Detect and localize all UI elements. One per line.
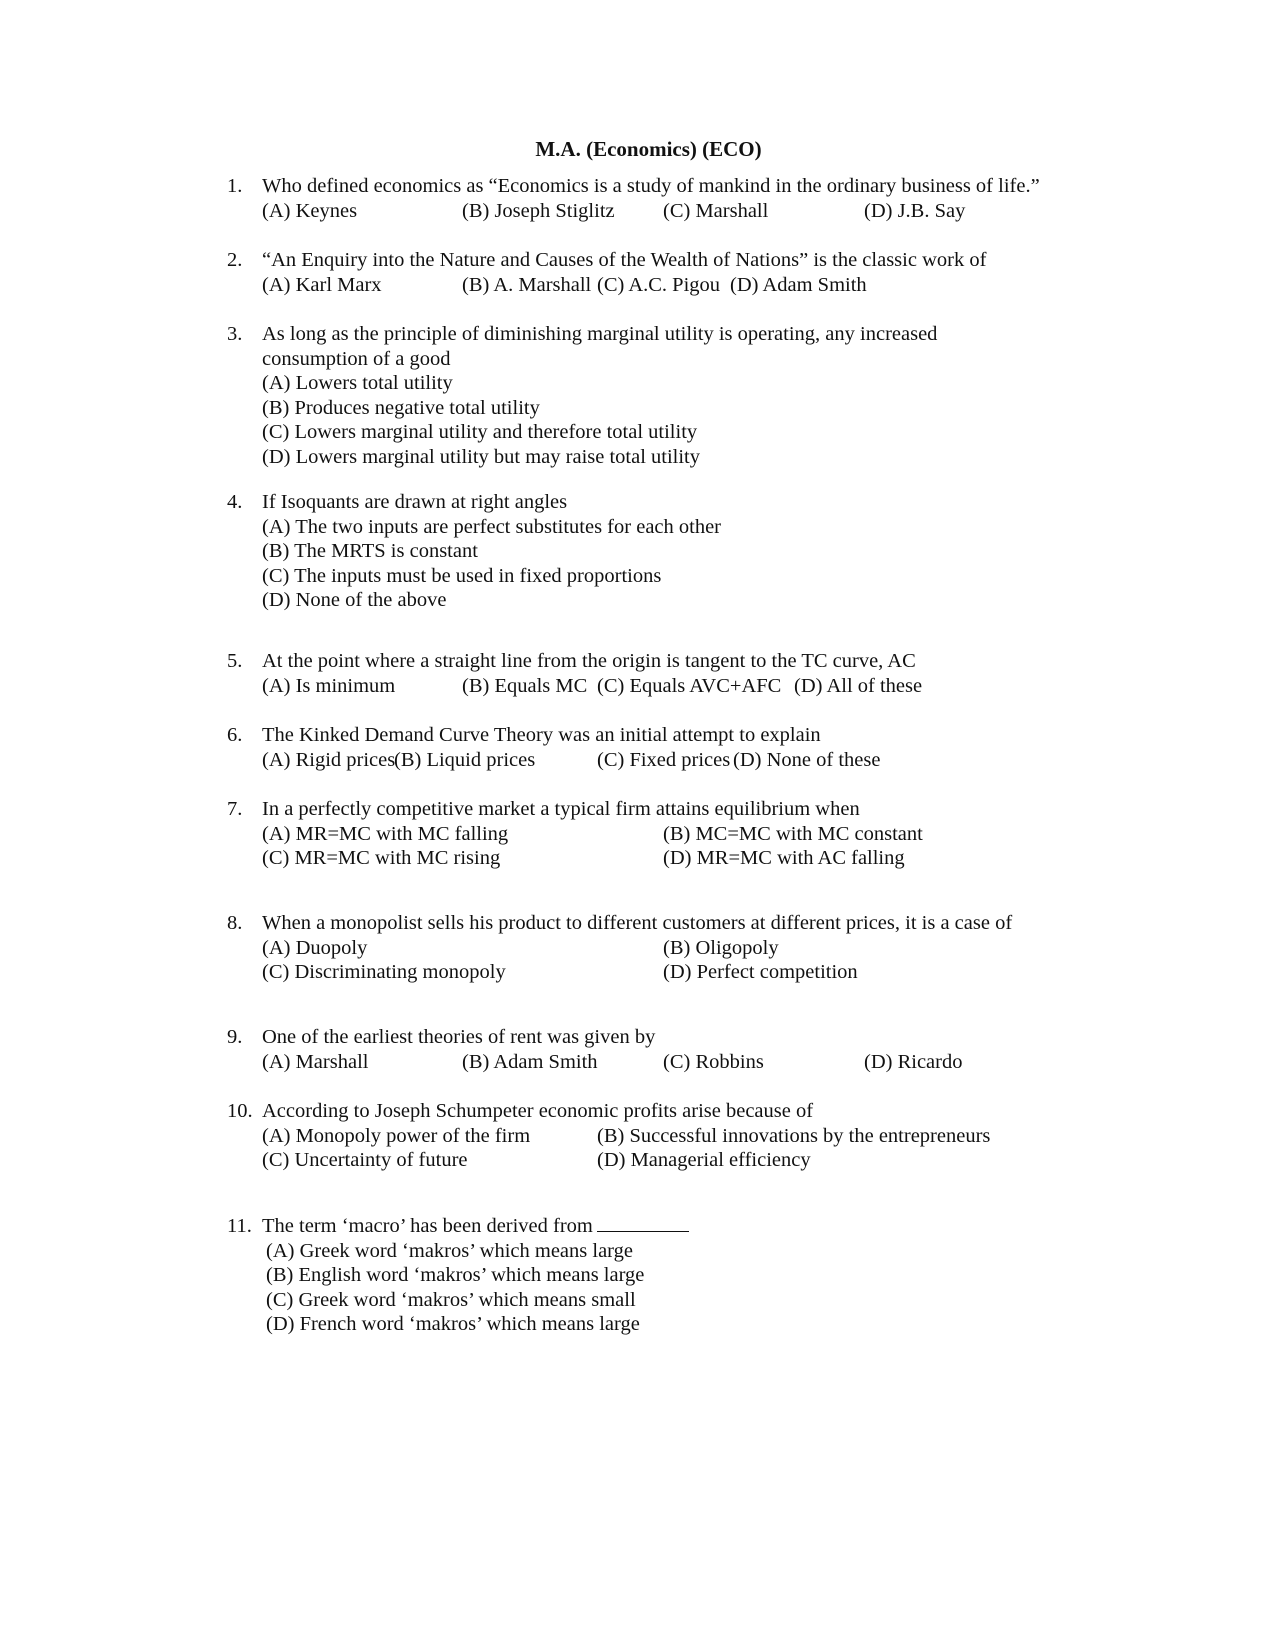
option-d: (D) Lowers marginal utility but may raise total utility [262, 445, 701, 468]
options-row [262, 273, 1087, 298]
question-number: 10. [227, 1100, 253, 1122]
question-text: At the point where a straight line from the origin is tangent to the TC curve, AC [262, 650, 916, 672]
question-text: If Isoquants are drawn at right angles [262, 491, 568, 513]
question-number: 4. [227, 491, 243, 513]
option-b: (B) Produces negative total utility [262, 396, 540, 419]
question-number: 7. [227, 798, 243, 820]
option-b: (B) Liquid prices [394, 748, 536, 771]
question-3 [227, 322, 1027, 469]
option-d: (D) Perfect competition [663, 961, 858, 983]
option-d: (D) Managerial efficiency [597, 1149, 811, 1171]
option-d: (D) None of these [733, 748, 881, 771]
question-10 [227, 1099, 1087, 1173]
question-text: As long as the principle of diminishing marginal utility is operating, any increased consumption of a good [262, 323, 938, 370]
question-text: The Kinked Demand Curve Theory was an initial attempt to explain [262, 724, 821, 746]
option-c: (C) Fixed prices [597, 748, 731, 771]
question-number: 3. [227, 323, 243, 345]
question-number: 11. [227, 1215, 252, 1237]
option-d: (D) All of these [794, 674, 923, 697]
option-c: (C) Discriminating monopoly [262, 961, 506, 983]
option-b: (B) Equals MC [462, 674, 588, 697]
option-c: (C) MR=MC with MC rising [262, 847, 501, 869]
options-row [262, 846, 1087, 871]
options-row [262, 1050, 1087, 1075]
option-a: (A) MR=MC with MC falling [262, 822, 509, 845]
question-1 [227, 174, 1087, 223]
option-d: (D) Adam Smith [730, 273, 867, 296]
question-6 [227, 723, 1087, 772]
question-text: “An Enquiry into the Nature and Causes of the Wealth of Nations” is the classic work of [262, 249, 987, 271]
question-number: 9. [227, 1026, 243, 1048]
option-b: (B) A. Marshall [462, 273, 592, 296]
option-c: (C) Greek word ‘makros’ which means small [266, 1288, 636, 1311]
question-number: 8. [227, 912, 243, 934]
option-a: (A) Duopoly [262, 936, 368, 959]
options-row [262, 960, 1087, 985]
option-c: (C) Equals AVC+AFC [597, 674, 782, 697]
option-d: (D) Ricardo [864, 1050, 963, 1073]
option-a: (A) Monopoly power of the firm [262, 1124, 531, 1147]
question-text: One of the earliest theories of rent was given by [262, 1026, 656, 1048]
option-d: (D) MR=MC with AC falling [663, 847, 905, 869]
question-number: 2. [227, 249, 243, 271]
question-number: 6. [227, 724, 243, 746]
question-number: 5. [227, 650, 243, 672]
option-a: (A) Marshall [262, 1050, 369, 1073]
question-11 [227, 1214, 1087, 1337]
question-5 [227, 649, 1087, 698]
option-b: (B) Successful innovations by the entrepreneurs [597, 1124, 991, 1147]
option-a: (A) The two inputs are perfect substitutes for each other [262, 515, 722, 538]
question-text: Who defined economics as “Economics is a study of mankind in the ordinary business of life.” [262, 175, 1040, 197]
option-b: (B) Adam Smith [462, 1050, 598, 1073]
question-text-line [262, 1214, 1087, 1239]
options-row [262, 822, 1087, 847]
option-c: (C) The inputs must be used in fixed proportions [262, 564, 662, 587]
options-row [262, 1148, 1087, 1173]
options-row [262, 1124, 1087, 1149]
options-row [262, 199, 1087, 224]
option-c: (C) Robbins [663, 1050, 764, 1073]
option-a: (A) Greek word ‘makros’ which means large [266, 1239, 633, 1262]
question-9 [227, 1025, 1087, 1074]
question-text: In a perfectly competitive market a typical firm attains equilibrium when [262, 798, 860, 820]
question-8 [227, 911, 1087, 985]
option-b: (B) Joseph Stiglitz [462, 199, 615, 222]
option-b: (B) MC=MC with MC constant [663, 822, 923, 845]
option-d: (D) None of the above [262, 589, 447, 611]
question-2 [227, 248, 1087, 297]
options-row [262, 748, 1087, 773]
option-d: (D) French word ‘makros’ which means large [266, 1313, 640, 1335]
option-d: (D) J.B. Say [864, 199, 966, 222]
option-a: (A) Keynes [262, 199, 358, 222]
option-b: (B) Oligopoly [663, 936, 779, 959]
option-c: (C) A.C. Pigou [597, 273, 721, 296]
option-a: (A) Is minimum [262, 674, 396, 697]
question-number: 1. [227, 175, 243, 197]
option-b: (B) The MRTS is constant [262, 540, 478, 562]
option-b: (B) English word ‘makros’ which means large [266, 1264, 645, 1286]
option-a: (A) Rigid prices [262, 748, 396, 771]
option-a: (A) Lowers total utility [262, 372, 453, 394]
question-text: The term ‘macro’ has been derived from [262, 1215, 593, 1237]
option-a: (A) Karl Marx [262, 273, 382, 296]
question-4 [227, 490, 1087, 613]
fill-in-blank [597, 1214, 689, 1232]
options-row [262, 936, 1087, 961]
option-c: (C) Uncertainty of future [262, 1149, 468, 1171]
question-7 [227, 797, 1087, 871]
option-c: (C) Marshall [663, 199, 769, 222]
question-text: According to Joseph Schumpeter economic profits arise because of [262, 1100, 814, 1122]
options-row [262, 674, 1087, 699]
page-title: M.A. (Economics) (ECO) [535, 137, 762, 161]
question-text: When a monopolist sells his product to different customers at different prices, it is a case of [262, 912, 1013, 934]
option-c: (C) Lowers marginal utility and therefore total utility [262, 421, 698, 443]
